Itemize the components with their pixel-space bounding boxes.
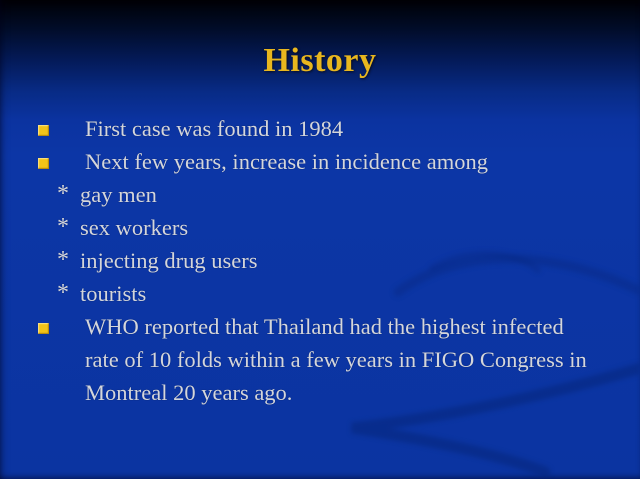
page-title: History — [263, 42, 377, 79]
list-item — [0, 178, 640, 211]
bullet-list — [0, 112, 640, 409]
bullet-square-icon — [38, 145, 85, 178]
bullet-square-icon — [38, 310, 85, 343]
bullet-text: sex workers — [80, 215, 189, 240]
list-item — [0, 277, 640, 310]
bullet-square-icon — [38, 125, 49, 136]
list-item — [0, 145, 640, 178]
asterisk-marker: * — [57, 280, 69, 306]
bullet-square-icon — [38, 323, 49, 334]
bullet-text: injecting drug users — [80, 248, 258, 273]
bullet-square-icon — [38, 158, 49, 169]
bullet-text: First case was found in 1984 — [85, 116, 344, 141]
list-item — [0, 310, 640, 409]
asterisk-marker: * — [57, 247, 69, 273]
list-item — [0, 211, 640, 244]
bullet-square-icon — [38, 112, 85, 145]
asterisk-marker: * — [57, 181, 69, 207]
list-item — [0, 112, 640, 145]
bullet-text: WHO reported that Thailand had the highest infected rate of 10 folds within a few years in FIGO Congress in Montreal 20 years ago. — [85, 314, 587, 405]
bullet-text: Next few years, increase in incidence among — [85, 149, 488, 174]
bullet-text: gay men — [80, 182, 157, 207]
list-item — [0, 244, 640, 277]
asterisk-marker: * — [57, 214, 69, 240]
bullet-text: tourists — [80, 281, 147, 306]
